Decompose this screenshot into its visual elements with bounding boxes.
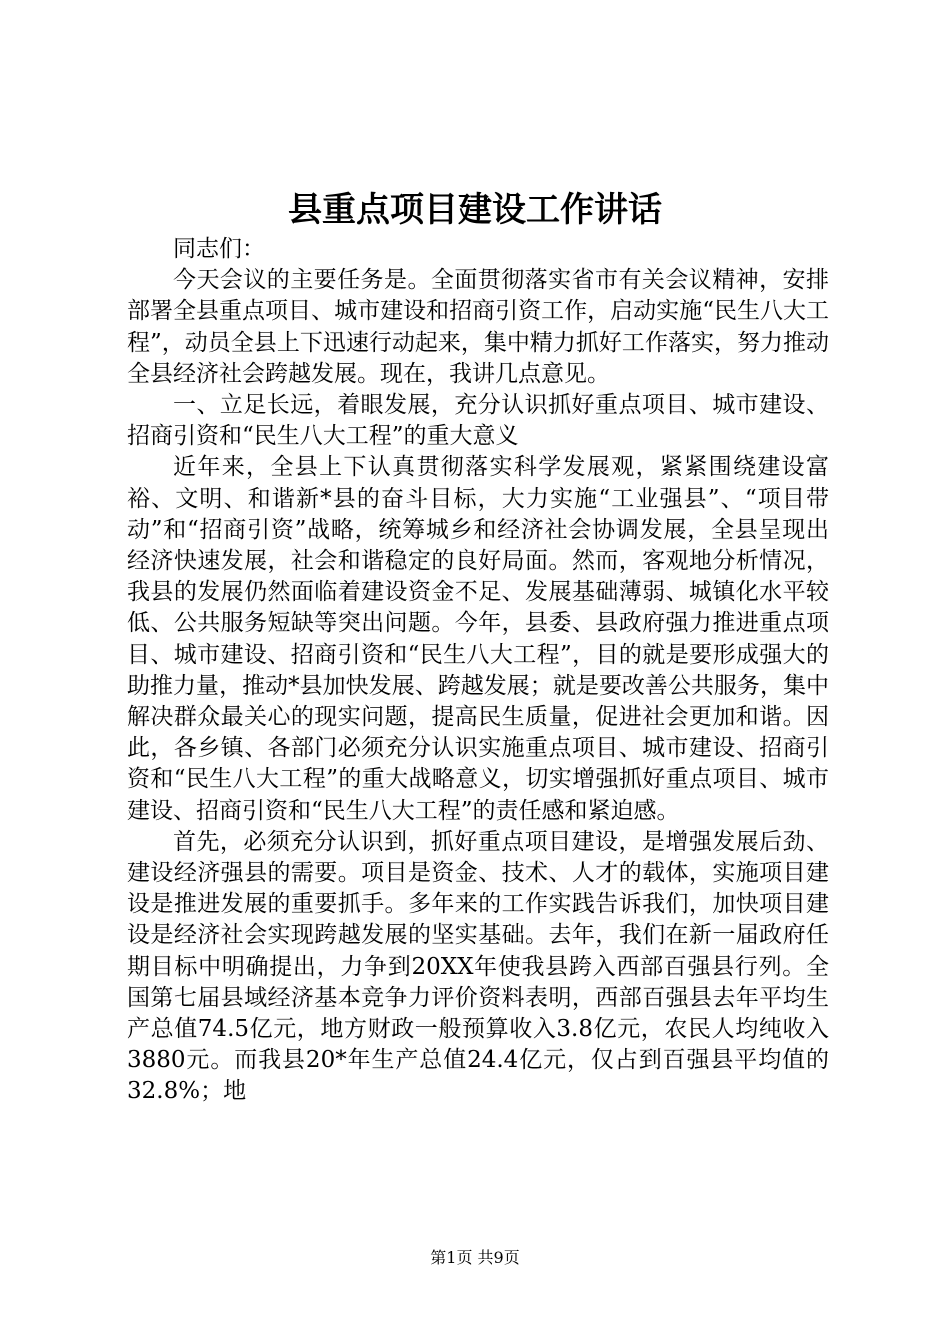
section-heading: 一、立足长远，着眼发展，充分认识抓好重点项目、城市建设、招商引资和“民生八大工程”的重大意义 (127, 392, 829, 450)
page-number-footer: 第1页 共9页 (430, 1248, 520, 1267)
body-paragraph: 今天会议的主要任务是。全面贯彻落实省市有关会议精神，安排部署全县重点项目、城市建设和招商引资工作，启动实施“民生八大工程”，动员全县上下迅速行动起来，集中精力抓好工作落实，努力推动全县经济社会跨越发展。现在，我讲几点意见。 (127, 267, 829, 387)
salutation: 同志们： (173, 236, 265, 262)
body-paragraph: 近年来，全县上下认真贯彻落实科学发展观，紧紧围绕建设富裕、文明、和谐新*县的奋斗目标，大力实施“工业强县”、“项目带动”和“招商引资”战略，统筹城乡和经济社会协调发展，全县呈现出经济快速发展，社会和谐稳定的良好局面。然而，客观地分析情况，我县的发展仍然面临着建设资金不足、发展基础薄弱、城镇化水平较低、公共服务短缺等突出问题。今年，县委、县政府强力推进重点项目、城市建设、招商引资和“民生八大工程”，目的就是要形成强大的助推力量，推动*县加快发展、跨越发展；就是要改善公共服务，集中解决群众最关心的现实问题，提高民生质量，促进社会更加和谐。因此，各乡镇、各部门必须充分认识实施重点项目、城市建设、招商引资和“民生八大工程”的重大战略意义，切实增强抓好重点项目、城市建设、招商引资和“民生八大工程”的责任感和紧迫感。 (127, 454, 829, 824)
document-title: 县重点项目建设工作讲话 (288, 190, 662, 230)
document-body (127, 234, 829, 1108)
body-paragraph: 首先，必须充分认识到，抓好重点项目建设，是增强发展后劲、建设经济强县的需要。项目是资金、技术、人才的载体，实施项目建设是推进发展的重要抓手。多年来的工作实践告诉我们，加快项目建设是经济社会实现跨越发展的坚实基础。去年，我们在新一届政府任期目标中明确提出，力争到20XX年使我县跨入西部百强县行列。全国第七届县域经济基本竞争力评价资料表明，西部百强县去年平均生产总值74.5亿元，地方财政一般预算收入3.8亿元，农民人均纯收入3880元。而我县20*年生产总值24.4亿元，仅占到百强县平均值的32.8%；地 (127, 828, 829, 1105)
